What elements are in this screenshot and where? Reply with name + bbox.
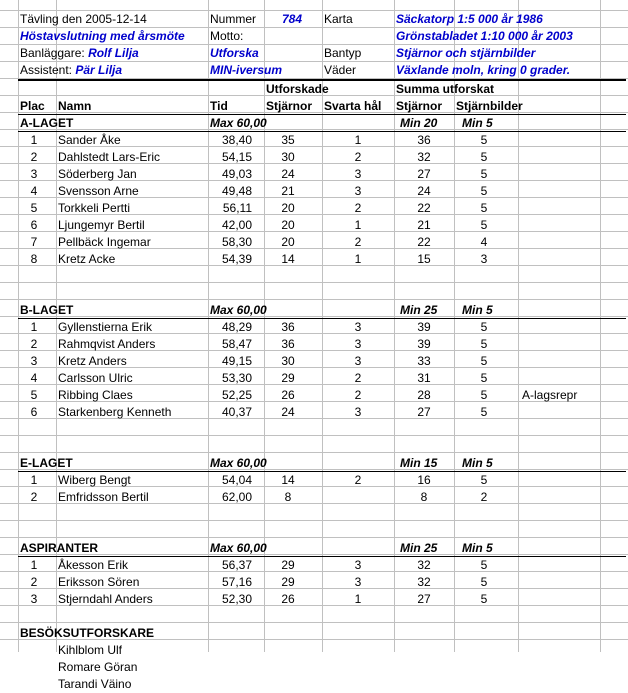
cell-time[interactable]: 38,40 [221, 133, 252, 147]
cell-stars[interactable]: 20 [281, 218, 295, 232]
cell-stars[interactable]: 35 [281, 133, 295, 147]
cell-black-holes[interactable]: 1 [354, 252, 362, 266]
cell-place[interactable]: 3 [30, 354, 38, 368]
col-group-total[interactable]: Summa utforskat [396, 82, 495, 96]
cell-stars[interactable]: 14 [281, 473, 295, 487]
cell-stars[interactable]: 24 [281, 405, 295, 419]
grid-row-line [0, 520, 628, 521]
cell-place[interactable]: 1 [30, 473, 38, 487]
cell-total-stars[interactable]: 33 [417, 354, 431, 368]
group-max-time[interactable]: Max 60,00 [210, 116, 267, 130]
map-label[interactable]: Karta [324, 12, 353, 26]
cell-black-holes[interactable] [324, 489, 392, 506]
cell-black-holes[interactable]: 3 [354, 184, 362, 198]
cell-note[interactable] [522, 234, 602, 251]
group-min-stars[interactable]: Min 25 [400, 541, 438, 555]
cell-total-constellations[interactable]: 5 [480, 405, 488, 419]
cell-place[interactable]: 8 [30, 252, 38, 266]
group-min-constellations[interactable]: Min 5 [462, 303, 493, 317]
cell-note[interactable] [522, 472, 602, 489]
col-total-stars[interactable]: Stjärnor [396, 99, 443, 113]
cell-place[interactable]: 5 [30, 201, 38, 215]
cell-note[interactable] [522, 183, 602, 200]
group-title[interactable]: E-LAGET [20, 456, 73, 470]
course-name[interactable]: Utforska [210, 46, 259, 60]
cell-stars[interactable]: 36 [281, 337, 295, 351]
grid-row-line [0, 622, 628, 623]
group-min-stars[interactable]: Min 15 [400, 456, 438, 470]
cell-name[interactable]: Söderberg Jan [58, 167, 137, 181]
weather-value[interactable]: Växlande moln, kring 0 grader. [396, 63, 571, 77]
group-min-stars[interactable]: Min 20 [400, 116, 438, 130]
cell-time[interactable]: 42,00 [221, 218, 252, 232]
col-time[interactable]: Tid [210, 99, 228, 113]
cell-place[interactable]: 4 [30, 371, 38, 385]
cell-total-constellations[interactable]: 5 [480, 320, 488, 334]
number-value[interactable]: 784 [281, 12, 302, 26]
cell-total-constellations[interactable]: 5 [480, 354, 488, 368]
cell-time[interactable]: 49,03 [221, 167, 252, 181]
cell-total-constellations[interactable]: 5 [480, 133, 488, 147]
cell-total-stars[interactable]: 21 [417, 218, 431, 232]
cell-total-stars[interactable]: 31 [417, 371, 431, 385]
cell-time[interactable]: 57,16 [221, 575, 252, 589]
cell-black-holes[interactable]: 3 [354, 167, 362, 181]
cell-time[interactable]: 54,15 [221, 150, 252, 164]
col-place[interactable]: Plac [20, 99, 45, 113]
cell-place[interactable]: 5 [30, 388, 38, 402]
cell-name[interactable]: Åkesson Erik [58, 558, 129, 572]
visitor-name[interactable]: Romare Göran [58, 660, 138, 674]
cell-time[interactable]: 62,00 [221, 490, 252, 504]
cell-place[interactable]: 2 [30, 490, 38, 504]
cell-total-stars[interactable]: 22 [417, 201, 431, 215]
cell-black-holes[interactable]: 1 [354, 592, 362, 606]
cell-total-constellations[interactable]: 5 [480, 218, 488, 232]
cell-stars[interactable]: 30 [281, 354, 295, 368]
cell-time[interactable]: 40,37 [221, 405, 252, 419]
group-max-time[interactable]: Max 60,00 [210, 303, 267, 317]
cell-total-constellations[interactable]: 5 [480, 150, 488, 164]
cell-time[interactable]: 49,15 [221, 354, 252, 368]
cell-time[interactable]: 52,30 [221, 592, 252, 606]
cell-name[interactable]: Torkkeli Pertti [58, 201, 131, 215]
cell-black-holes[interactable]: 3 [354, 405, 362, 419]
cell-total-constellations[interactable]: 5 [480, 371, 488, 385]
col-name[interactable]: Namn [58, 99, 92, 113]
cell-place[interactable]: 2 [30, 575, 38, 589]
cell-name[interactable]: Kretz Anders [58, 354, 127, 368]
course-type-value[interactable]: Stjärnor och stjärnbilder [396, 46, 536, 60]
col-stars[interactable]: Stjärnor [266, 99, 313, 113]
cell-place[interactable]: 1 [30, 320, 38, 334]
cell-name[interactable]: Emfridsson Bertil [58, 490, 149, 504]
number-label[interactable]: Nummer [210, 12, 257, 26]
grid-row-line [0, 452, 628, 453]
course-setter-label: Banläggare: [20, 46, 85, 60]
cell-black-holes[interactable]: 2 [354, 388, 362, 402]
cell-stars[interactable]: 14 [281, 252, 295, 266]
cell-place[interactable]: 4 [30, 184, 38, 198]
cell-note[interactable] [522, 557, 602, 574]
cell-stars[interactable]: 21 [281, 184, 295, 198]
cell-total-stars[interactable]: 27 [417, 167, 431, 181]
cell-time[interactable]: 54,39 [221, 252, 252, 266]
cell-name[interactable]: Carlsson Ulric [58, 371, 133, 385]
cell-note[interactable] [522, 404, 602, 421]
cell-total-constellations[interactable]: 5 [480, 388, 488, 402]
map-value-2[interactable]: Grönstabladet 1:10 000 år 2003 [396, 29, 573, 43]
cell-time[interactable]: 54,04 [221, 473, 252, 487]
cell-black-holes[interactable]: 3 [354, 337, 362, 351]
cell-black-holes[interactable]: 2 [354, 371, 362, 385]
cell-place[interactable]: 3 [30, 592, 38, 606]
group-title[interactable]: B-LAGET [20, 303, 74, 317]
group-min-constellations[interactable]: Min 5 [462, 541, 493, 555]
cell-note[interactable] [522, 200, 602, 217]
cell-stars[interactable]: 29 [281, 575, 295, 589]
cell-name[interactable]: Stjerndahl Anders [58, 592, 153, 606]
cell-total-constellations[interactable]: 3 [480, 252, 488, 266]
cell-time[interactable]: 56,37 [221, 558, 252, 572]
cell-note[interactable] [522, 217, 602, 234]
cell-place[interactable]: 6 [30, 405, 38, 419]
cell-stars[interactable]: 20 [281, 235, 295, 249]
visitors-title[interactable]: BESÖKSUTFORSKARE [20, 626, 155, 640]
grid-row-line [0, 129, 628, 130]
visitor-name[interactable]: Tarandi Väino [58, 677, 132, 691]
cell-stars[interactable]: 29 [281, 371, 295, 385]
cell-note[interactable] [522, 591, 602, 608]
cell-time[interactable]: 53,30 [221, 371, 252, 385]
cell-total-stars[interactable]: 32 [417, 558, 431, 572]
cell-note[interactable] [522, 149, 602, 166]
grid-row-line [0, 435, 628, 436]
cell-name[interactable]: Rahmqvist Anders [58, 337, 156, 351]
cell-name[interactable]: Eriksson Sören [58, 575, 140, 589]
cell-name[interactable]: Wiberg Bengt [58, 473, 131, 487]
course-setter[interactable] [20, 45, 139, 62]
cell-name[interactable]: Pellbäck Ingemar [58, 235, 151, 249]
cell-name[interactable]: Dahlstedt Lars-Eric [58, 150, 161, 164]
cell-time[interactable]: 52,25 [221, 388, 252, 402]
cell-total-stars[interactable]: 39 [417, 320, 431, 334]
group-max-time[interactable]: Max 60,00 [210, 456, 267, 470]
cell-time[interactable]: 49,48 [221, 184, 252, 198]
event-name[interactable]: Höstavslutning med årsmöte [20, 29, 185, 43]
cell-black-holes[interactable]: 3 [354, 575, 362, 589]
cell-total-constellations[interactable]: 5 [480, 558, 488, 572]
cell-name[interactable]: Kretz Acke [58, 252, 116, 266]
cell-black-holes[interactable]: 3 [354, 320, 362, 334]
cell-total-constellations[interactable]: 5 [480, 167, 488, 181]
cell-black-holes[interactable]: 2 [354, 150, 362, 164]
cell-total-stars[interactable]: 39 [417, 337, 431, 351]
cell-time[interactable]: 58,30 [221, 235, 252, 249]
motto-label[interactable]: Motto: [210, 29, 244, 43]
assistant-label: Assistent: [20, 63, 73, 77]
cell-total-stars[interactable]: 27 [417, 405, 431, 419]
grid-row-line [0, 537, 628, 538]
cell-total-stars[interactable]: 22 [417, 235, 431, 249]
cell-total-stars[interactable]: 27 [417, 592, 431, 606]
cell-stars[interactable]: 20 [281, 201, 295, 215]
col-total-constellations[interactable]: Stjärnbilder [456, 99, 523, 113]
cell-time[interactable]: 48,29 [221, 320, 252, 334]
cell-stars[interactable]: 36 [281, 320, 295, 334]
cell-place[interactable]: 7 [30, 235, 38, 249]
cell-stars[interactable]: 8 [284, 490, 292, 504]
cell-time[interactable]: 58,47 [221, 337, 252, 351]
col-group-explored[interactable]: Utforskade [266, 82, 329, 96]
grid-row-line [0, 316, 628, 317]
cell-total-constellations[interactable]: 5 [480, 201, 488, 215]
course-setter-name: Rolf Lilja [88, 46, 139, 60]
cell-total-stars[interactable]: 15 [417, 252, 431, 266]
cell-place[interactable]: 1 [30, 133, 38, 147]
cell-note[interactable] [522, 353, 602, 370]
cell-total-constellations[interactable]: 5 [480, 473, 488, 487]
cell-note[interactable] [522, 370, 602, 387]
cell-note[interactable] [522, 489, 602, 506]
cell-black-holes[interactable]: 3 [354, 354, 362, 368]
cell-note[interactable] [522, 574, 602, 591]
cell-black-holes[interactable]: 2 [354, 201, 362, 215]
assistant[interactable] [20, 62, 122, 79]
cell-note[interactable] [522, 132, 602, 149]
cell-total-constellations[interactable]: 2 [480, 490, 488, 504]
cell-total-stars[interactable]: 24 [417, 184, 431, 198]
course-type-label[interactable]: Bantyp [324, 46, 362, 60]
course-subname[interactable]: MIN-iversum [210, 63, 283, 77]
cell-name[interactable]: Gyllenstierna Erik [58, 320, 153, 334]
cell-total-constellations[interactable]: 5 [480, 337, 488, 351]
cell-stars[interactable]: 30 [281, 150, 295, 164]
cell-total-stars[interactable]: 8 [420, 490, 428, 504]
cell-total-constellations[interactable]: 5 [480, 575, 488, 589]
cell-black-holes[interactable]: 2 [354, 235, 362, 249]
cell-name[interactable]: Svensson Arne [58, 184, 139, 198]
assistant-name: Pär Lilja [75, 63, 123, 77]
cell-place[interactable]: 2 [30, 337, 38, 351]
cell-stars[interactable]: 26 [281, 592, 295, 606]
group-title[interactable]: A-LAGET [20, 116, 74, 130]
cell-total-stars[interactable]: 28 [417, 388, 431, 402]
cell-total-stars[interactable]: 32 [417, 150, 431, 164]
cell-note[interactable] [522, 251, 602, 268]
cell-black-holes[interactable]: 2 [354, 473, 362, 487]
cell-place[interactable]: 6 [30, 218, 38, 232]
cell-total-constellations[interactable]: 4 [480, 235, 488, 249]
cell-black-holes[interactable]: 1 [354, 218, 362, 232]
cell-note[interactable] [522, 336, 602, 353]
cell-stars[interactable]: 26 [281, 388, 295, 402]
cell-stars[interactable]: 24 [281, 167, 295, 181]
cell-name[interactable]: Starkenberg Kenneth [58, 405, 172, 419]
col-black-holes[interactable]: Svarta hål [324, 99, 382, 113]
cell-note[interactable]: A-lagsrepr [522, 388, 578, 402]
cell-name[interactable]: Ribbing Claes [58, 388, 133, 402]
cell-total-stars[interactable]: 16 [417, 473, 431, 487]
cell-place[interactable]: 1 [30, 558, 38, 572]
cell-name[interactable]: Sander Åke [58, 133, 121, 147]
grid-row-line [0, 112, 628, 113]
group-min-constellations[interactable]: Min 5 [462, 456, 493, 470]
column-header-divider [18, 114, 626, 115]
cell-total-constellations[interactable]: 5 [480, 184, 488, 198]
cell-stars[interactable]: 29 [281, 558, 295, 572]
cell-black-holes[interactable]: 1 [354, 133, 362, 147]
grid-row-line [0, 299, 628, 300]
competition-date[interactable]: Tävling den 2005-12-14 [20, 12, 147, 26]
cell-total-stars[interactable]: 36 [417, 133, 431, 147]
cell-note[interactable] [522, 319, 602, 336]
cell-time[interactable]: 56,11 [222, 201, 252, 215]
cell-place[interactable]: 3 [30, 167, 38, 181]
cell-place[interactable]: 2 [30, 150, 38, 164]
visitor-name[interactable]: Kihlblom Ulf [58, 643, 123, 657]
weather-label[interactable]: Väder [324, 63, 357, 77]
grid-row-line [0, 469, 628, 470]
cell-total-constellations[interactable]: 5 [480, 592, 488, 606]
group-max-time[interactable]: Max 60,00 [210, 541, 267, 555]
cell-black-holes[interactable]: 3 [354, 558, 362, 572]
group-min-constellations[interactable]: Min 5 [462, 116, 493, 130]
cell-note[interactable] [522, 166, 602, 183]
map-value-1[interactable]: Säckatorp 1:5 000 år 1986 [396, 12, 543, 26]
grid-row-line [0, 282, 628, 283]
group-title[interactable]: ASPIRANTER [20, 541, 99, 555]
cell-total-stars[interactable]: 32 [417, 575, 431, 589]
group-min-stars[interactable]: Min 25 [400, 303, 438, 317]
cell-name[interactable]: Ljungemyr Bertil [58, 218, 145, 232]
